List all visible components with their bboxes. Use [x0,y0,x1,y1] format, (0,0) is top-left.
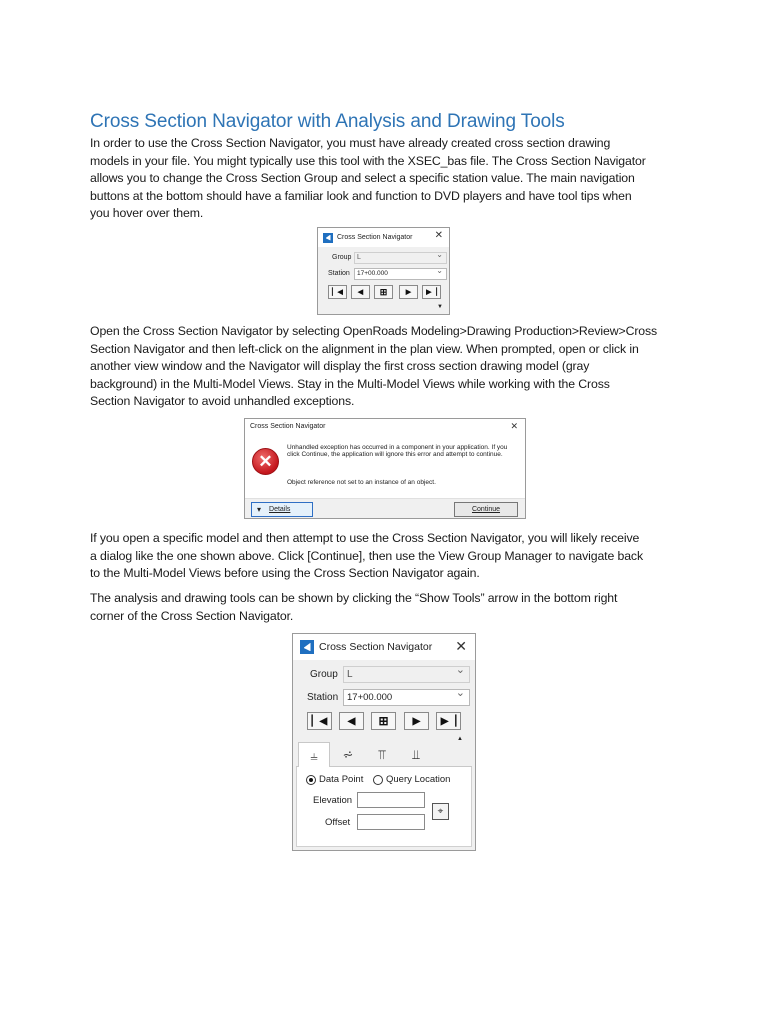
station-value: 17+00.000 [357,270,388,277]
last-button[interactable] [422,285,441,299]
navigator-app-icon [323,233,333,243]
first-button[interactable] [328,285,347,299]
hide-tools-arrow-icon[interactable]: ▲ [457,736,463,742]
group-value: L [347,669,353,680]
paragraph-intro [90,135,690,223]
skip-first-icon: ▏◀ [332,289,343,296]
section-heading: Cross Section Navigator with Analysis and Drawing Tools [90,111,565,132]
text-line: If you open a specific model and then attempt to use the Cross Section Navigator, you will likely receive [90,531,640,545]
slope-tool-icon: ⫫ [412,746,420,762]
text-line: another view window and the Navigator will display the first cross section drawing model (gray [90,359,590,373]
window-title: Cross Section Navigator [319,641,433,653]
details-button[interactable] [251,502,313,517]
previous-icon: ◀ [347,715,356,727]
navigator-app-icon [300,640,314,654]
group-label: Group [332,254,352,261]
analysis-tool-icon: ⫨ [310,747,318,763]
last-button[interactable] [436,712,461,730]
skip-last-icon: ▶▕ [426,289,437,296]
first-button[interactable] [307,712,332,730]
group-label: Group [310,669,338,680]
chevron-down-icon: ⌄ [455,664,465,676]
skip-last-icon: ▶▕ [440,715,457,727]
elevation-label: Elevation [313,795,353,806]
close-icon[interactable]: ✕ [510,421,518,431]
grid-view-button[interactable] [371,712,396,730]
paragraph-show-tools [90,590,690,625]
previous-button[interactable] [339,712,364,730]
close-icon[interactable]: ✕ [455,638,467,654]
chevron-down-icon: ⌄ [436,266,443,275]
next-icon: ▶ [405,289,412,296]
crosshair-icon: ⌖ [437,806,444,817]
next-button[interactable] [404,712,429,730]
text-line: The analysis and drawing tools can be shown by clicking the “Show Tools” arrow in the bottom right [90,591,618,605]
show-tools-arrow-icon[interactable]: ▼ [437,304,443,310]
tab-annotation-tools[interactable] [366,742,398,767]
drawing-tool-icon: ⩫ [342,746,354,762]
dialog-title: Cross Section Navigator [250,423,326,430]
continue-button[interactable] [454,502,518,517]
station-value: 17+00.000 [347,692,393,703]
text-line: Section Navigator to avoid unhandled exceptions. [90,394,355,408]
station-select[interactable] [354,268,447,280]
annotation-tool-icon: ⫪ [378,746,386,762]
offset-label: Offset [325,817,351,828]
chevron-down-icon: ⌄ [436,250,443,259]
next-icon: ▶ [412,715,421,727]
next-button[interactable] [399,285,418,299]
text-line: to the Multi-Model Views before using the Cross Section Navigator again. [90,566,480,580]
error-dialog [244,418,526,519]
station-label: Station [307,692,339,703]
chevron-down-icon: ▾ [257,505,262,514]
grid-view-button[interactable] [374,285,393,299]
title-bar [293,634,475,660]
grid-icon: ⊞ [378,714,389,728]
navigator-window-small [317,227,450,315]
details-label: Details [269,506,291,513]
elevation-input[interactable] [357,792,425,808]
data-point-radio[interactable] [306,775,316,785]
text-line: Open the Cross Section Navigator by selecting OpenRoads Modeling>Drawing Production>Review>Cross [90,324,658,338]
station-select[interactable] [343,689,470,706]
paragraph-exception [90,530,690,583]
tools-tab-strip [296,740,472,767]
grid-icon: ⊞ [379,286,388,297]
error-message: Unhandled exception has occurred in a component in your application. If you click Continue, the application will ignore this error and attempt to continue. [287,444,508,459]
close-icon[interactable]: ✕ [434,230,443,241]
paragraph-open-navigator [90,323,690,411]
previous-icon: ◀ [357,289,364,296]
data-point-label: Data Point [319,774,364,785]
text-line: background) in the Multi-Model Views. Stay in the Multi-Model Views while working with the Cross [90,376,610,391]
tab-data-point-tools[interactable] [298,742,330,768]
text-line: In order to use the Cross Section Navigator, you must have already created cross section drawing [90,136,611,150]
text-line: a dialog like the one shown above. Click [Continue], then use the View Group Manager to navigate back [90,548,643,563]
station-label: Station [328,270,350,277]
query-location-label: Query Location [386,774,451,785]
text-line: allows you to change the Cross Section Group and select a specific station value. The main navigation [90,171,635,185]
text-line: models in your file. You might typically use this tool with the XSEC_bas file. The Cross Section Navigator [90,153,646,168]
title-bar [318,228,449,247]
previous-button[interactable] [351,285,370,299]
text-line: corner of the Cross Section Navigator. [90,608,294,623]
group-value: L [357,254,361,261]
offset-input[interactable] [357,814,425,830]
window-title: Cross Section Navigator [337,234,413,241]
chevron-down-icon: ⌄ [455,687,465,699]
continue-label: Continue [471,506,501,513]
tab-drawing-tools[interactable] [332,742,364,767]
text-line: buttons at the bottom should have a familiar look and function to DVD players and have tool tips when [90,188,632,203]
error-icon: ✕ [252,448,279,475]
group-select[interactable] [354,252,447,264]
dialog-footer [245,498,525,518]
query-location-radio[interactable] [373,775,383,785]
pick-point-button[interactable] [432,803,449,820]
skip-first-icon: ▏◀ [311,715,328,727]
error-detail: Object reference not set to an instance of an object. [287,479,436,486]
text-line: Section Navigator and then left-click on the alignment in the plan view. When prompted, open or click in [90,341,639,356]
tab-slope-tools[interactable] [400,742,432,767]
group-select[interactable] [343,666,470,683]
text-line: you hover over them. [90,206,204,220]
